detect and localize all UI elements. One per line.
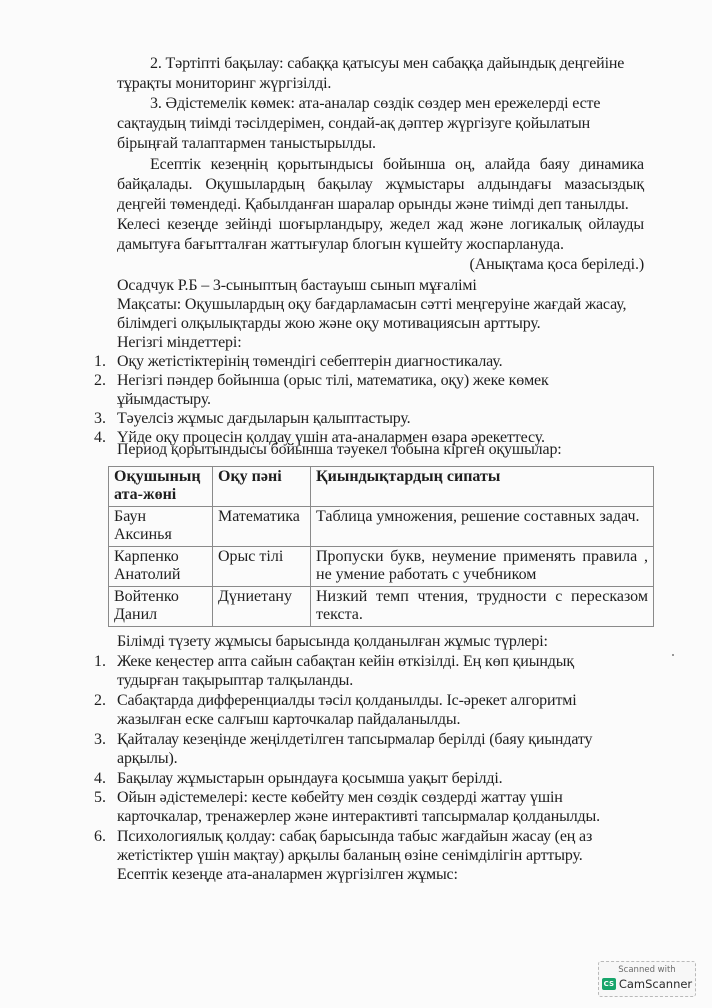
watermark-scanned-with: Scanned with [618,965,676,975]
correction-heading: Білімді түзету жұмысы барысында қолданылған жұмыс түрлері: [117,633,548,650]
task-3-number: 3. [94,410,106,427]
correction-2-line-1: Сабақтарда дифференциалды тәсіл қолданылды. Іс-әрекет алгоритмі [117,692,577,709]
task-4-number: 4. [94,429,106,446]
correction-4-text: Бақылау жұмыстарын орындауға қосымша уақыт берілді. [117,770,503,787]
summary-line-4: Келесі кезеңде зейінді шоғырландыру, жедел жад және логикалық ойлауды [117,216,644,233]
intro-item-3-line-3: бірыңғай талаптармен таныстырылды. [117,135,376,152]
correction-6-number: 6. [94,828,106,845]
header-difficulty: Қиындықтардың сипаты [311,467,654,507]
summary-line-2: байқалады. Оқушылардың бақылау жұмыстары алдындағы мазасыздық [117,176,644,193]
cell-student-name: Карпенко Анатолий [109,547,213,587]
correction-5-line-1: Ойын әдістемелері: кесте көбейту мен сөздік сөздерді жаттау үшін [117,789,563,806]
correction-6-line-1: Психологиялық қолдау: сабақ барысында табыс жағдайын жасау (ең аз [117,828,593,845]
task-2-text-line-2: ұйымдастыру. [117,391,211,408]
intro-item-3-line-2: сақтаудың тиімді тәсілдерімен, сондай-ақ дәптер жүргізуге қойылатын [117,115,590,132]
task-3-text: Тәуелсіз жұмыс дағдыларын қалыптастыру. [117,410,411,427]
correction-1-line-1: Жеке кеңестер апта сайын сабақтан кейін өткізілді. Ең көп қиындық [117,653,574,670]
correction-3-line-2: арқылы). [117,750,178,767]
tasks-heading: Негізгі міндеттері: [117,334,242,351]
task-2-number: 2. [94,372,106,389]
summary-note: (Анықтама қоса беріледі.) [469,256,644,273]
risk-students-table [108,466,654,627]
cell-subject: Математика [213,507,311,547]
intro-item-3-line-1: 3. Әдістемелік көмек: ата-аналар сөздік сөздер мен ережелерді есте [150,95,601,112]
header-subject: Оқу пәні [213,467,311,507]
correction-2-line-2: жазылған еске салғыш карточкалар пайдаланылды. [117,711,461,728]
watermark-brand: CamScanner [618,977,693,991]
intro-item-2-line-1: 2. Тәртіпті бақылау: сабаққа қатысуы мен сабаққа дайындық деңгейіне [150,55,625,72]
cell-difficulty: Пропуски букв, неумение применять правила , не умение работать с учебником [311,547,654,587]
camscanner-logo-icon: CS [603,980,614,988]
table-row [109,587,654,627]
summary-line-3: деңгейі төмендеді. Қабылданған шаралар орынды және тиімді деп танылды. [117,196,629,213]
correction-4-number: 4. [94,770,106,787]
correction-1-line-2: тудырған тақырыптар талқыланды. [117,672,354,689]
parents-work-heading: Есептік кезеңде ата-аналармен жүргізілген жұмыс: [117,866,458,883]
scan-speck [672,654,674,656]
cell-difficulty: Низкий темп чтения, трудности с пересказом текста. [311,587,654,627]
task-2-text-line-1: Негізгі пәндер бойынша (орыс тілі, математика, оқу) жеке көмек [117,372,549,389]
correction-3-number: 3. [94,731,106,748]
task-1-text: Оқу жетістіктерінің төмендігі себептерін диагностикалау. [117,353,503,370]
table-header-row [109,467,654,507]
summary-line-5: дамытуға бағытталған жаттығулар блогын күшейту жоспарлануда. [117,236,564,253]
table-row [109,507,654,547]
cell-subject: Дүниетану [213,587,311,627]
correction-3-line-1: Қайталау кезеңінде жеңілдетілген тапсырмалар берілді (баяу қиындату [117,731,593,748]
task-4-text: Үйде оқу процесін қолдау үшін ата-аналармен өзара әрекеттесу. [117,429,545,446]
correction-1-number: 1. [94,653,106,670]
cell-difficulty: Таблица умножения, решение составных задач. [311,507,654,547]
teacher-heading: Осадчук Р.Б – 3-сыныптың бастауыш сынып мұғалімі [117,277,477,294]
summary-line-1: Есептік кезеңнің қорытындысы бойынша оң, алайда баяу динамика [150,156,644,173]
correction-6-line-2: жетістіктер үшін мақтау) арқылы баланың өзіне сенімділігін арттыру. [117,847,583,864]
cell-student-name: Войтенко Данил [109,587,213,627]
table-row [109,547,654,587]
teacher-goal-line-2: білімдегі олқылықтарды жою және оқу мотивациясын арттыру. [117,315,541,332]
correction-5-number: 5. [94,789,106,806]
task-1-number: 1. [94,353,106,370]
teacher-goal-line-1: Мақсаты: Оқушылардың оқу бағдарламасын сәтті меңгеруіне жағдай жасау, [117,296,627,313]
header-student-name: Оқушының ата-жөні [109,467,213,507]
cell-student-name: Баун Аксинья [109,507,213,547]
correction-5-line-2: карточкалар, тренажерлер және интерактивті тапсырмалар қолданылды. [117,808,600,825]
risk-intro: Период қорытындысы бойынша тәуекел тобына кірген оқушылар: [117,441,562,458]
intro-item-2-line-2: тұрақты мониторинг жүргізілді. [117,75,332,92]
correction-2-number: 2. [94,692,106,709]
cell-subject: Орыс тілі [213,547,311,587]
camscanner-watermark [598,961,696,997]
